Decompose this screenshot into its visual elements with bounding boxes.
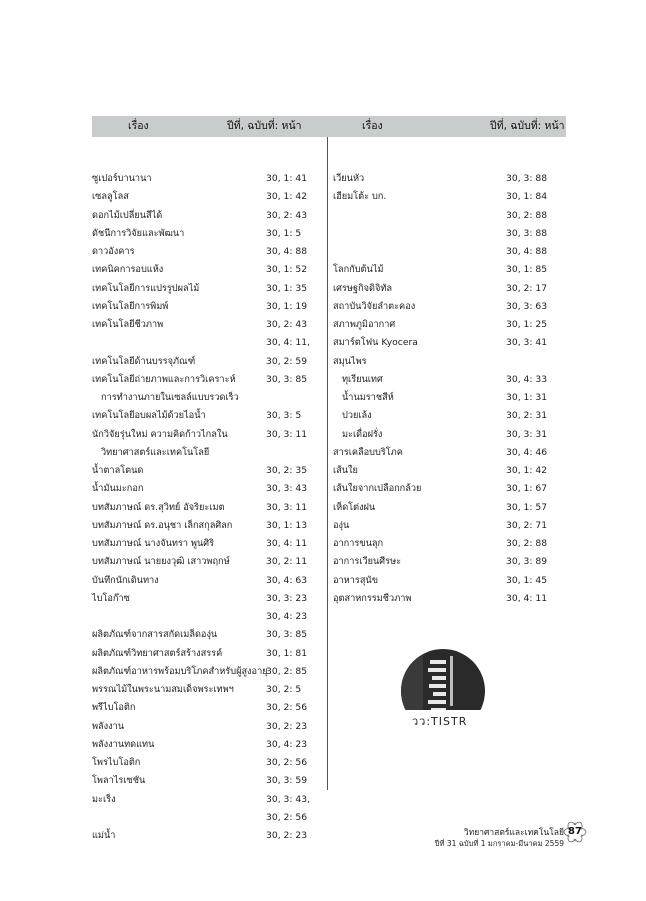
- index-topic: เทคโนโลยีการพิมพ์: [92, 300, 169, 312]
- index-topic: มะเดื่อฝรั่ง: [342, 428, 383, 440]
- index-row: [92, 499, 322, 517]
- index-row: [92, 280, 322, 298]
- index-topic: ดอกไม้เปลี่ยนสีได้: [92, 209, 163, 221]
- index-reference: 30, 1: 52: [266, 264, 308, 276]
- index-topic: บทสัมภาษณ์ นายยงวุฒิ เสาวพฤกษ์: [92, 556, 230, 568]
- index-reference: 30, 4: 11: [266, 538, 308, 549]
- index-topic: ปวยเล้ง: [342, 410, 372, 422]
- index-reference: 30, 2: 56: [266, 811, 308, 823]
- index-row: [333, 535, 566, 553]
- index-row: [333, 261, 566, 279]
- index-reference: 30, 3: 85: [266, 629, 308, 641]
- index-column-left: [92, 170, 322, 845]
- index-row: [333, 334, 566, 352]
- index-row: [333, 207, 566, 225]
- index-row: [92, 572, 322, 590]
- index-reference: 30, 1: 42: [266, 191, 308, 203]
- index-row: [92, 170, 322, 188]
- index-row: [92, 772, 322, 790]
- index-reference: 30, 3: 23: [266, 592, 308, 604]
- index-reference: 30, 2: 59: [266, 355, 308, 367]
- page-number: 87: [568, 826, 582, 837]
- index-row: [92, 809, 322, 827]
- logo-text: วว:TISTR: [412, 715, 468, 728]
- index-reference: 30, 4: 63: [266, 574, 308, 586]
- index-topic: เส้นใย: [333, 465, 358, 476]
- index-row: [92, 261, 322, 279]
- index-row: [333, 389, 566, 407]
- index-topic: ผลิตภัณฑ์จากสารสกัดเมล็ดองุ่น: [92, 629, 218, 641]
- index-row: [92, 462, 322, 480]
- index-row: [92, 316, 322, 334]
- index-topic: การทำงานภายในเซลล์แบบรวดเร็ว: [101, 392, 239, 403]
- index-topic: พลังงาน: [92, 720, 125, 732]
- index-row: [92, 243, 322, 261]
- index-reference: 30, 4: 11,: [266, 337, 311, 349]
- index-reference: 30, 2: 85: [266, 665, 308, 677]
- index-row: [92, 188, 322, 206]
- index-row: [92, 663, 322, 681]
- index-topic: สารเคลือบบริโภค: [333, 446, 403, 458]
- header-ref-right: ปีที่, ฉบับที่: หน้า: [490, 120, 565, 132]
- index-topic: บทสัมภาษณ์ ดร.อนุชา เล็กสกุลศิลก: [92, 519, 233, 531]
- index-topic: แม่น้ำ: [92, 830, 116, 841]
- index-reference: 30, 2: 71: [506, 519, 548, 531]
- index-row: [92, 681, 322, 699]
- index-reference: 30, 1: 85: [506, 264, 548, 276]
- index-row: [92, 353, 322, 371]
- index-row: [333, 225, 566, 243]
- index-row: [333, 280, 566, 298]
- index-topic: โพลาไรเซชัน: [92, 775, 146, 787]
- index-topic: อาการขนลุก: [333, 538, 384, 549]
- index-row: [92, 389, 322, 407]
- index-topic: บันทึกนักเดินทาง: [92, 574, 159, 586]
- index-reference: 30, 2: 23: [266, 830, 308, 841]
- index-row: [333, 407, 566, 425]
- index-row: [333, 353, 566, 371]
- index-reference: 30, 2: 56: [266, 757, 308, 768]
- index-topic: ดาวอังคาร: [92, 246, 135, 257]
- index-reference: 30, 3: 59: [266, 775, 308, 787]
- index-row: [333, 371, 566, 389]
- index-reference: 30, 2: 88: [506, 209, 548, 221]
- index-topic: วิทยาศาสตร์และเทคโนโลยี: [101, 446, 210, 458]
- index-reference: 30, 4: 23: [266, 738, 308, 750]
- index-row: [92, 444, 322, 462]
- index-topic: พรีไบโอติก: [92, 702, 136, 714]
- index-reference: 30, 4: 11: [506, 592, 548, 604]
- index-row: [92, 626, 322, 644]
- index-row: [92, 535, 322, 553]
- index-row: [333, 499, 566, 517]
- index-reference: 30, 1: 45: [506, 574, 548, 586]
- index-topic: เทคโนโลยีอบผลไม้ด้วยไอน้ำ: [92, 410, 206, 422]
- index-reference: 30, 3: 43: [266, 483, 308, 495]
- index-row: [92, 718, 322, 736]
- index-reference: 30, 1: 84: [506, 191, 548, 203]
- index-reference: 30, 2: 43: [266, 209, 308, 221]
- index-reference: 30, 2: 5: [266, 684, 302, 695]
- index-reference: 30, 4: 33: [506, 373, 548, 385]
- index-reference: 30, 4: 23: [266, 611, 308, 622]
- index-reference: 30, 1: 57: [506, 501, 548, 513]
- header-topic-left: เรื่อง: [128, 120, 149, 132]
- index-reference: 30, 2: 35: [266, 465, 308, 476]
- index-topic: น้ำตาลโตนด: [92, 465, 144, 476]
- index-reference: 30, 1: 67: [506, 483, 548, 495]
- index-topic: สมาร์ตโฟน Kyocera: [333, 337, 418, 349]
- index-reference: 30, 3: 5: [266, 410, 302, 422]
- index-row: [92, 791, 322, 809]
- index-reference: 30, 2: 31: [506, 410, 548, 422]
- index-row: [92, 371, 322, 389]
- index-topic: อาการเวียนศีรษะ: [333, 556, 402, 568]
- index-topic: สมุนไพร: [333, 355, 367, 367]
- index-topic: มะเร็ง: [92, 793, 116, 805]
- index-reference: 30, 4: 88: [266, 246, 308, 257]
- index-row: [92, 407, 322, 425]
- index-reference: 30, 1: 42: [506, 465, 548, 476]
- index-topic: ทุเรียนเทศ: [342, 373, 383, 385]
- index-reference: 30, 3: 31: [506, 428, 548, 440]
- index-row: [92, 754, 322, 772]
- index-reference: 30, 2: 43: [266, 319, 308, 330]
- index-column-right: [333, 170, 566, 608]
- index-topic: นักวิจัยรุ่นใหม่ ความคิดก้าวไกลใน: [92, 428, 228, 440]
- index-topic: น้ำมันมะกอก: [92, 483, 144, 495]
- index-topic: โลกกับต้นไม้: [333, 264, 384, 276]
- index-topic: เห็ดโต่งฝน: [333, 501, 376, 513]
- index-reference: 30, 2: 56: [266, 702, 308, 714]
- index-row: [333, 188, 566, 206]
- index-row: [92, 225, 322, 243]
- header-ref-left: ปีที่, ฉบับที่: หน้า: [227, 120, 302, 132]
- index-reference: 30, 1: 13: [266, 519, 308, 531]
- index-topic: ซูเปอร์บานานา: [92, 173, 152, 184]
- index-topic: เทคโนโลยีด้านบรรจุภัณฑ์: [92, 355, 196, 367]
- column-divider: [327, 137, 328, 790]
- index-row: [92, 645, 322, 663]
- index-topic: เส้นใยจากเปลือกกล้วย: [333, 483, 422, 495]
- index-reference: 30, 3: 11: [266, 501, 308, 513]
- index-row: [92, 426, 322, 444]
- index-topic: เซลลูโลส: [92, 191, 129, 203]
- index-reference: 30, 3: 88: [506, 227, 548, 239]
- index-reference: 30, 3: 85: [266, 373, 308, 385]
- index-row: [333, 170, 566, 188]
- issue-info: ปีที่ 31 ฉบับที่ 1 มกราคม-มีนาคม 2559: [434, 839, 564, 848]
- index-row: [92, 334, 322, 352]
- index-topic: ผลิตภัณฑ์อาหารพร้อมบริโภคสำหรับผู้สูงอายุ: [92, 665, 268, 677]
- journal-title: วิทยาศาสตร์และเทคโนโลยี: [463, 828, 564, 838]
- index-row: [333, 572, 566, 590]
- index-topic: ดัชนีการวิจัยและพัฒนา: [92, 227, 185, 239]
- index-reference: 30, 1: 31: [506, 392, 548, 403]
- page-number-badge: [563, 820, 587, 844]
- index-topic: ไบโอก๊าซ: [92, 592, 130, 604]
- index-reference: 30, 2: 11: [266, 556, 308, 568]
- index-reference: 30, 1: 5: [266, 227, 302, 239]
- index-topic: องุ่น: [333, 519, 350, 531]
- index-row: [333, 243, 566, 261]
- index-row: [92, 608, 322, 626]
- index-topic: พรรณไม้ในพระนามสมเด็จพระเทพฯ: [92, 684, 234, 695]
- index-row: [92, 517, 322, 535]
- index-reference: 30, 4: 88: [506, 246, 548, 257]
- index-topic: ผลิตภัณฑ์วิทยาศาสตร์สร้างสรรค์: [92, 647, 223, 659]
- index-reference: 30, 2: 17: [506, 282, 548, 294]
- index-row: [92, 699, 322, 717]
- index-row: [333, 553, 566, 571]
- index-topic: เฮียมโต้ะ บก.: [333, 191, 387, 203]
- index-topic: เทคโนโลยีชีวภาพ: [92, 319, 164, 330]
- index-topic: เศรษฐกิจดิจิทัล: [333, 282, 393, 294]
- index-topic: เทคนิคการอบแห้ง: [92, 264, 164, 276]
- index-topic: เทคโนโลยีถ่ายภาพและการวิเคราะห์: [92, 373, 236, 385]
- index-row: [92, 553, 322, 571]
- index-reference: 30, 1: 81: [266, 647, 308, 659]
- index-row: [92, 480, 322, 498]
- index-topic: บทสัมภาษณ์ ดร.สุวิทย์ อัจริยะเมต: [92, 501, 225, 513]
- index-topic: น้ำนมราชสีห์: [342, 392, 394, 403]
- index-reference: 30, 4: 46: [506, 446, 548, 458]
- index-reference: 30, 3: 88: [506, 173, 548, 184]
- index-reference: 30, 3: 43,: [266, 793, 311, 805]
- index-row: [92, 736, 322, 754]
- table-header: [92, 116, 566, 137]
- index-row: [333, 426, 566, 444]
- index-row: [333, 590, 566, 608]
- index-reference: 30, 3: 41: [506, 337, 548, 349]
- index-row: [333, 444, 566, 462]
- index-row: [92, 590, 322, 608]
- header-topic-right: เรื่อง: [362, 120, 383, 132]
- index-row: [92, 298, 322, 316]
- index-reference: 30, 2: 88: [506, 538, 548, 549]
- index-row: [92, 827, 322, 845]
- index-reference: 30, 1: 25: [506, 319, 548, 330]
- index-topic: โพรไบโอติก: [92, 757, 141, 768]
- index-topic: สถาบันวิจัยลำตะคอง: [333, 300, 416, 312]
- index-row: [333, 316, 566, 334]
- index-topic: พลังงานทดแทน: [92, 738, 155, 750]
- index-reference: 30, 3: 63: [506, 300, 548, 312]
- index-topic: อาหารสุนัข: [333, 574, 378, 586]
- index-reference: 30, 3: 11: [266, 428, 308, 440]
- index-row: [333, 517, 566, 535]
- index-row: [92, 207, 322, 225]
- index-topic: บทสัมภาษณ์ นางจันทรา พูนศิริ: [92, 538, 215, 549]
- index-reference: 30, 3: 89: [506, 556, 548, 568]
- index-topic: สภาพภูมิอากาศ: [333, 319, 396, 330]
- index-reference: 30, 1: 19: [266, 300, 308, 312]
- index-row: [333, 298, 566, 316]
- index-topic: เทคโนโลยีการแปรรูปผลไม้: [92, 282, 200, 294]
- index-topic: อุตสาหกรรมชีวภาพ: [333, 592, 412, 604]
- index-topic: เวียนหัว: [333, 173, 365, 184]
- index-row: [333, 480, 566, 498]
- index-reference: 30, 1: 41: [266, 173, 308, 184]
- index-row: [333, 462, 566, 480]
- index-reference: 30, 1: 35: [266, 282, 308, 294]
- index-reference: 30, 2: 23: [266, 720, 308, 732]
